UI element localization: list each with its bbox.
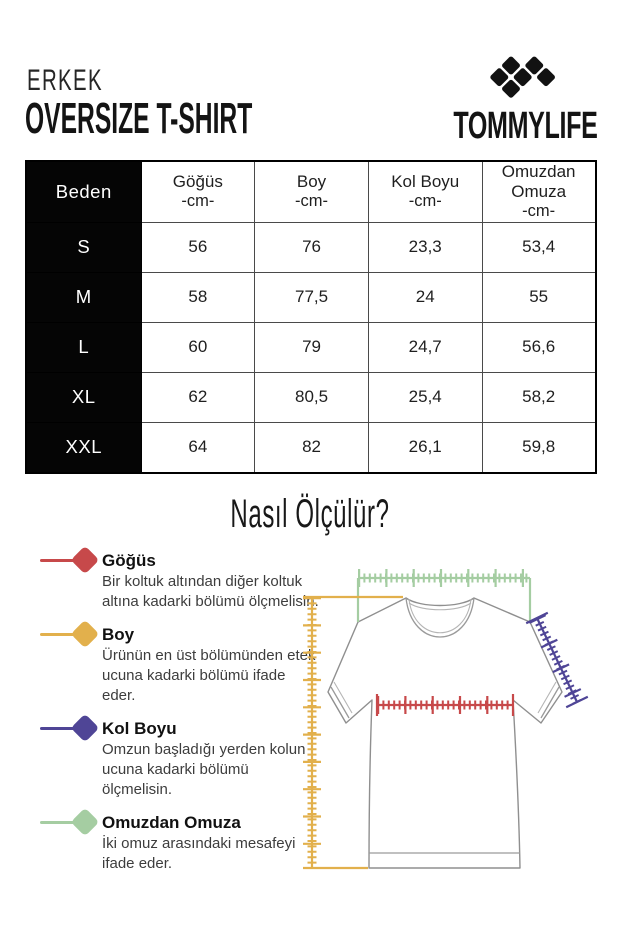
legend-item-shoulder xyxy=(40,812,296,874)
product-category: ERKEK xyxy=(27,64,103,97)
cell-value: 62 xyxy=(141,372,255,422)
column-header-gogus xyxy=(141,161,255,222)
cell-value: 79 xyxy=(255,322,369,372)
legend-name: Göğüs xyxy=(102,551,156,570)
cell-value: 55 xyxy=(482,272,596,322)
size-table xyxy=(25,160,597,474)
column-header-beden: Beden xyxy=(26,161,141,222)
cell-value: 23,3 xyxy=(368,222,482,272)
shoulder-diamond-icon xyxy=(40,812,102,834)
column-header-boy xyxy=(255,161,369,222)
product-title: OVERSIZE T-SHIRT xyxy=(25,94,253,143)
table-row xyxy=(26,272,596,322)
legend-item-sleeve xyxy=(40,718,306,800)
legend-description: İki omuz arasındaki mesafeyi ifade eder. xyxy=(102,835,296,872)
sleeve-diamond-icon xyxy=(40,718,102,740)
cell-value: 77,5 xyxy=(255,272,369,322)
brand-logo-diamonds-icon xyxy=(488,52,558,100)
column-label: Göğüs xyxy=(172,172,223,192)
cell-value: 80,5 xyxy=(255,372,369,422)
cell-value: 58 xyxy=(141,272,255,322)
cell-value: 64 xyxy=(141,422,255,473)
chest-diamond-icon xyxy=(40,550,102,572)
cell-value: 56,6 xyxy=(482,322,596,372)
cell-value: 58,2 xyxy=(482,372,596,422)
size-label: XL xyxy=(26,372,141,422)
column-unit: -cm- xyxy=(181,192,215,211)
brand-name: TOMMYLIFE xyxy=(453,105,598,147)
column-label: Omuzdan Omuza xyxy=(501,162,576,202)
size-table-header-row xyxy=(26,161,596,222)
table-row xyxy=(26,322,596,372)
measure-guide-title: Nasıl Ölçülür? xyxy=(230,492,390,536)
cell-value: 60 xyxy=(141,322,255,372)
column-label: Kol Boyu xyxy=(391,172,460,192)
tshirt-measure-diagram xyxy=(300,552,620,930)
cell-value: 82 xyxy=(255,422,369,473)
size-label: M xyxy=(26,272,141,322)
legend-item-length xyxy=(40,624,316,706)
table-row xyxy=(26,222,596,272)
column-label: Boy xyxy=(296,172,327,192)
cell-value: 25,4 xyxy=(368,372,482,422)
legend-name: Kol Boyu xyxy=(102,719,177,738)
cell-value: 24 xyxy=(368,272,482,322)
cell-value: 56 xyxy=(141,222,255,272)
length-diamond-icon xyxy=(40,624,102,646)
column-header-kol-boyu xyxy=(368,161,482,222)
legend-item-chest xyxy=(40,550,319,612)
size-label: XXL xyxy=(26,422,141,473)
column-unit: -cm- xyxy=(295,192,329,211)
column-header-omuzdan-omuza xyxy=(482,161,596,222)
size-label: L xyxy=(26,322,141,372)
legend-name: Omuzdan Omuza xyxy=(102,813,241,832)
legend-name: Boy xyxy=(102,625,135,644)
measure-legend xyxy=(40,550,319,886)
legend-description: Bir koltuk altından diğer koltuk altına kadarki bölümü ölçmelisin. xyxy=(102,573,319,610)
cell-value: 59,8 xyxy=(482,422,596,473)
table-row xyxy=(26,422,596,473)
cell-value: 76 xyxy=(255,222,369,272)
cell-value: 26,1 xyxy=(368,422,482,473)
tshirt-outline xyxy=(328,598,562,868)
cell-value: 24,7 xyxy=(368,322,482,372)
table-row xyxy=(26,372,596,422)
column-unit: -cm- xyxy=(408,192,442,211)
size-label: S xyxy=(26,222,141,272)
column-unit: -cm- xyxy=(522,202,556,221)
legend-description: Omzun başladığı yerden kolun ucuna kadarki bölümü ölçmelisin. xyxy=(102,741,306,798)
legend-description: Ürünün en üst bölümünden etek ucuna kadarki bölümü ifade eder. xyxy=(102,647,316,704)
cell-value: 53,4 xyxy=(482,222,596,272)
